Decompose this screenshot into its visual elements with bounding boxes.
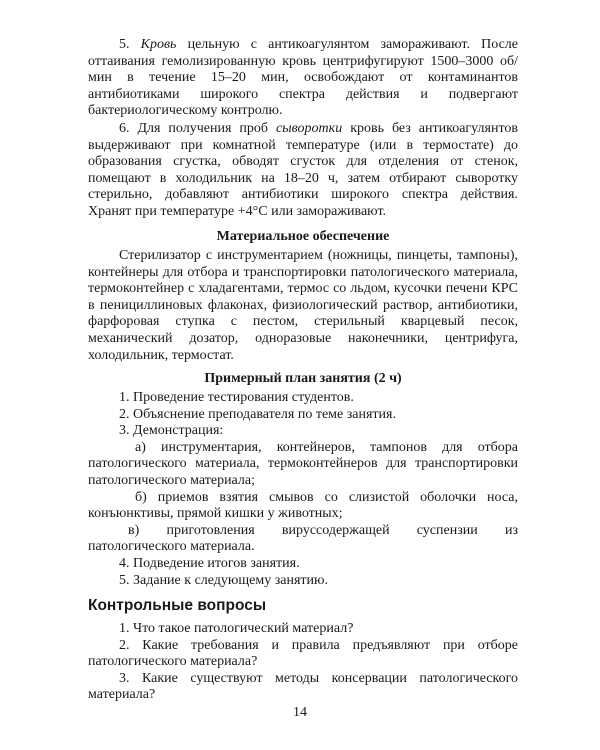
plan-heading: Примерный план занятия (2 ч): [204, 371, 402, 386]
item-5-text: цельную с антикоагулянтом замораживают. После оттаивания гемолизированную кровь центрифугируют 1500–3000 об/мин в течение 15–20 мин, освобождают от контаминантов антибиотиками широкого спектра действия и подвергают бактериологическому контролю.: [88, 37, 519, 119]
item-6-paragraph: [88, 121, 518, 221]
plan-sub-c: в) приготовления вируссодержащей суспензии из патологического материала.: [88, 522, 518, 555]
item-5-number: 5.: [119, 37, 130, 52]
plan-item-4: 4. Подведение итогов занятия.: [119, 555, 300, 571]
item-5-term: Кровь: [140, 37, 177, 52]
materials-heading: Материальное обеспечение: [216, 229, 390, 244]
plan-sub-b: б) приемов взятия смывов со слизистой оболочки носа, конъюнктивы, прямой кишки у животных;: [88, 489, 518, 522]
item-5-paragraph: [88, 37, 518, 120]
page-number: 14: [293, 705, 307, 720]
item-6-text: кровь без антикоагулянтов выдерживают при комнатной температуре (или в термостате) до образования сгустка, обводят сгусток для отделения от стенок, помещают в холодильник на 18–20 ч, затем отбирают сыворотку стерильно, добавляют антибиотики широкого спектра действия. Хранят при температуре +4°С или замораживают.: [88, 121, 519, 219]
materials-section: [88, 228, 518, 364]
plan-sub-a: а) инструментария, контейнеров, тампонов для отбора патологического материала, термоконтейнеров для транспортировки патологического материала;: [88, 439, 518, 488]
item-6-term: сыворотки: [275, 121, 343, 136]
questions-section: [88, 597, 518, 704]
item-6-prefix: 6. Для получения проб: [119, 121, 268, 136]
plan-item-2: 2. Объяснение преподавателя по теме занятия.: [119, 406, 396, 422]
question-1: 1. Что такое патологический материал?: [119, 621, 354, 636]
question-2: 2. Какие требования и правила предъявляют при отборе патологического материала?: [88, 637, 518, 670]
plan-item-5: 5. Задание к следующему занятию.: [119, 572, 328, 588]
materials-text: Стерилизатор с инструментарием (ножницы, пинцеты, тампоны), контейнеры для отбора и транспортировки патологического материала, термоконтейнер с хладагентами, термос со льдом, кусочки печени КРС в пенициллиновых флаконах, физиологический раствор, антибиотики, фарфоровая ступка с пестом, стерильный кварцевый песок, механический дозатор, одноразовые наконечники, центрифуга, холодильник, термостат.: [88, 248, 518, 363]
plan-item-3: 3. Демонстрация:: [119, 423, 224, 439]
plan-section: [88, 370, 518, 589]
questions-heading: Контрольные вопросы: [88, 597, 267, 614]
question-3: 3. Какие существуют методы консервации патологического материала?: [88, 670, 518, 703]
plan-item-1: 1. Проведение тестирования студентов.: [119, 390, 354, 405]
